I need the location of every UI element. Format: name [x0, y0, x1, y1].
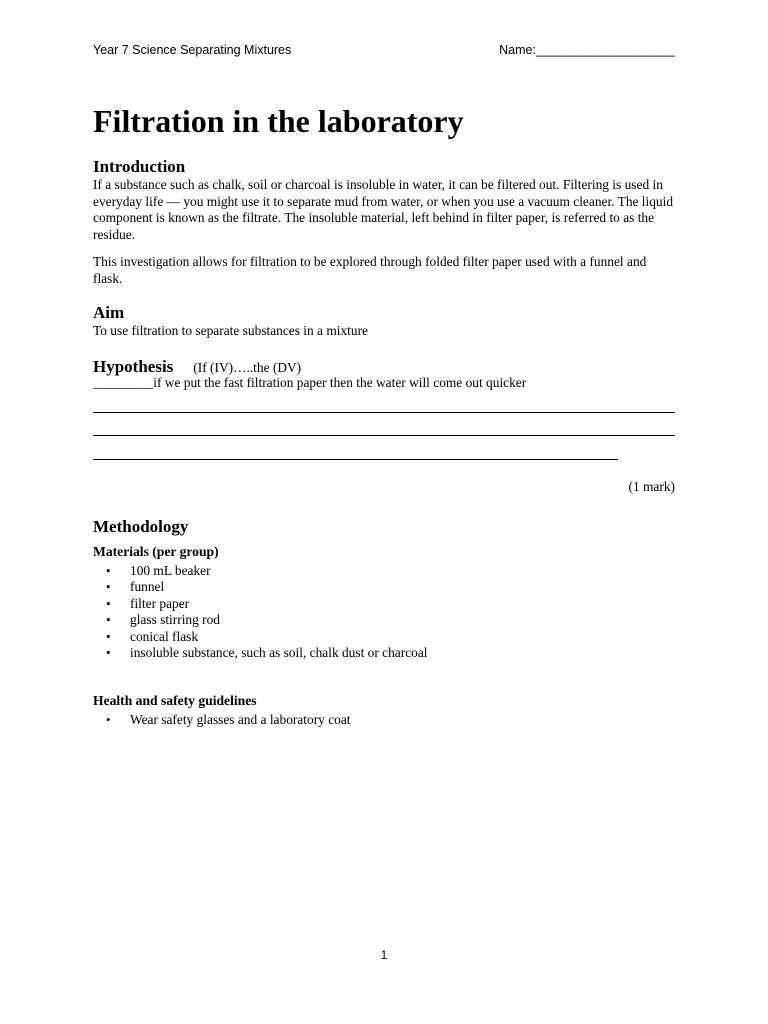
aim-heading: Aim	[93, 303, 125, 322]
answer-line-2[interactable]	[93, 435, 675, 436]
bullet-icon: •	[106, 563, 111, 578]
student-name-field[interactable]: Name:____________________	[499, 43, 675, 57]
list-item: • Wear safety glasses and a laboratory coat	[106, 712, 351, 727]
page-title: Filtration in the laboratory	[93, 103, 464, 139]
list-item: • 100 mL beaker	[106, 563, 211, 578]
answer-line-3[interactable]	[93, 459, 618, 460]
hypothesis-format-note: (If (IV)…..the (DV)	[193, 360, 302, 375]
safety-list	[93, 712, 351, 728]
bullet-icon: •	[106, 645, 111, 661]
bullet-icon: •	[106, 712, 111, 727]
list-item: • conical flask	[106, 628, 199, 644]
bullet-icon: •	[106, 612, 111, 628]
list-item: • glass stirring rod	[106, 612, 221, 628]
materials-heading: Materials (per group)	[93, 544, 219, 559]
answer-line-1[interactable]	[93, 412, 675, 413]
safety-heading: Health and safety guidelines	[93, 693, 257, 708]
mark-allocation: (1 mark)	[628, 479, 675, 494]
aim-text: To use filtration to separate substances in a mixture	[93, 323, 368, 338]
list-item: • funnel	[106, 579, 165, 595]
materials-list	[93, 563, 428, 661]
introduction-heading: Introduction	[93, 157, 186, 176]
worksheet-page	[93, 0, 675, 1024]
methodology-heading: Methodology	[93, 517, 189, 536]
introduction-paragraph-1: If a substance such as chalk, soil or charcoal is insoluble in water, it can be filtered out. Filtering is used in everyday life — you might use it to separate mud from water, or when you use a vacuum cleaner. The liquid component is known as the filtrate. The insoluble material, left behind in filter paper, is referred to as the residue.	[93, 177, 674, 242]
list-item: • insoluble substance, such as soil, chalk dust or charcoal	[106, 645, 428, 661]
bullet-icon: •	[106, 628, 111, 644]
hypothesis-answer[interactable]: _________if we put the fast filtration paper then the water will come out quicker	[93, 375, 527, 390]
bullet-icon: •	[106, 595, 111, 611]
hypothesis-title: Hypothesis	[93, 357, 174, 376]
page-number: 1	[380, 948, 388, 962]
introduction-paragraph-2: This investigation allows for filtration to be explored through folded filter paper used with a funnel and flask.	[93, 254, 647, 286]
bullet-icon: •	[106, 579, 111, 595]
course-header: Year 7 Science Separating Mixtures	[93, 43, 292, 57]
list-item: • filter paper	[106, 595, 190, 611]
